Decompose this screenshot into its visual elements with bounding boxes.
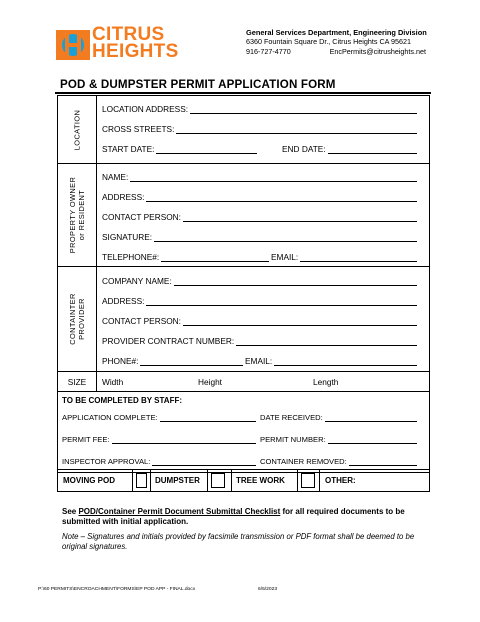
staff-header: TO BE COMPLETED BY STAFF: (62, 396, 183, 405)
inspector-approval-field[interactable]: INSPECTOR APPROVAL: (62, 454, 256, 466)
tree-work-checkbox[interactable] (301, 473, 315, 488)
dumpster-checkbox[interactable] (211, 473, 225, 488)
application-complete-field[interactable]: APPLICATION COMPLETE: (62, 410, 256, 422)
provider-contact-field[interactable]: CONTACT PERSON: (102, 314, 417, 326)
owner-section (58, 164, 429, 267)
permit-number-field[interactable]: PERMIT NUMBER: (260, 432, 417, 444)
form-box (57, 95, 430, 473)
checklist-note: See POD/Container Permit Document Submittal Checklist for all required documents to be submitted with initial application. (62, 507, 405, 526)
department-address: 6360 Fountain Square Dr., Citrus Heights CA 95621 (246, 37, 412, 47)
start-date-field[interactable]: START DATE: (102, 142, 257, 154)
size-height[interactable]: Height (198, 377, 222, 387)
signature-note: Note – Signatures and initials provided by facsimile transmission or PDF format shall be deemed to be original signatures. (62, 532, 415, 551)
owner-telephone-field[interactable]: TELEPHONE#: (102, 250, 269, 262)
provider-phone-field[interactable]: PHONE#: (102, 354, 243, 366)
location-section (58, 96, 429, 164)
moving-pod-checkbox[interactable] (136, 473, 147, 488)
provider-section (58, 267, 429, 372)
department-phone: 916-727-4770 (246, 46, 291, 56)
footer-date: 6/5/2023 (258, 587, 278, 592)
provider-email-field[interactable]: EMAIL: (245, 354, 417, 366)
tree-work-label: TREE WORK (232, 470, 298, 491)
end-date-field[interactable]: END DATE: (282, 142, 417, 154)
location-label: LOCATION (72, 109, 82, 150)
owner-name-field[interactable]: NAME: (102, 170, 417, 182)
logo-line-2: HEIGHTS (92, 41, 179, 62)
checklist-link[interactable]: POD/Container Permit Document Submittal Checklist (78, 507, 281, 516)
size-length[interactable]: Length (313, 377, 339, 387)
cross-streets-field[interactable]: CROSS STREETS: (102, 122, 417, 134)
owner-label: PROPERTY OWNER or RESIDENT (68, 176, 86, 254)
location-address-field[interactable]: LOCATION ADDRESS: (102, 102, 417, 114)
form-title: POD & DUMPSTER PERMIT APPLICATION FORM (60, 78, 336, 91)
container-type-row (57, 469, 430, 492)
department-email: EncPermits@citrusheights.net (329, 46, 426, 56)
title-rule (55, 92, 431, 94)
city-logo-icon (56, 30, 90, 60)
moving-pod-label: MOVING POD (58, 470, 133, 491)
container-removed-field[interactable]: CONTAINER REMOVED: (260, 454, 417, 466)
contract-number-field[interactable]: PROVIDER CONTRACT NUMBER: (102, 334, 417, 346)
dumpster-label: DUMPSTER (151, 470, 208, 491)
size-label: SIZE (58, 372, 97, 391)
logo-line-1: CITRUS (92, 24, 165, 45)
city-logo-text (92, 26, 179, 60)
company-name-field[interactable]: COMPANY NAME: (102, 274, 417, 286)
date-received-field[interactable]: DATE RECEIVED: (260, 410, 417, 422)
file-path: P:\60 PERMITS\ENCROACHMENT\FORMS\EP POD APP - FINAL.docx (38, 587, 196, 592)
other-field[interactable]: OTHER: (325, 476, 356, 485)
owner-signature-field[interactable]: SIGNATURE: (102, 230, 417, 242)
size-section (58, 372, 429, 392)
owner-contact-field[interactable]: CONTACT PERSON: (102, 210, 417, 222)
owner-address-field[interactable]: ADDRESS: (102, 190, 417, 202)
provider-label: CONTAINTER PROVIDER (68, 293, 86, 345)
owner-email-field[interactable]: EMAIL: (271, 250, 417, 262)
provider-address-field[interactable]: ADDRESS: (102, 294, 417, 306)
staff-section (58, 392, 429, 472)
department-name: General Services Department, Engineering Division (246, 28, 427, 37)
permit-fee-field[interactable]: PERMIT FEE: (62, 432, 256, 444)
department-info (246, 28, 427, 56)
size-width[interactable]: Width (102, 377, 124, 387)
